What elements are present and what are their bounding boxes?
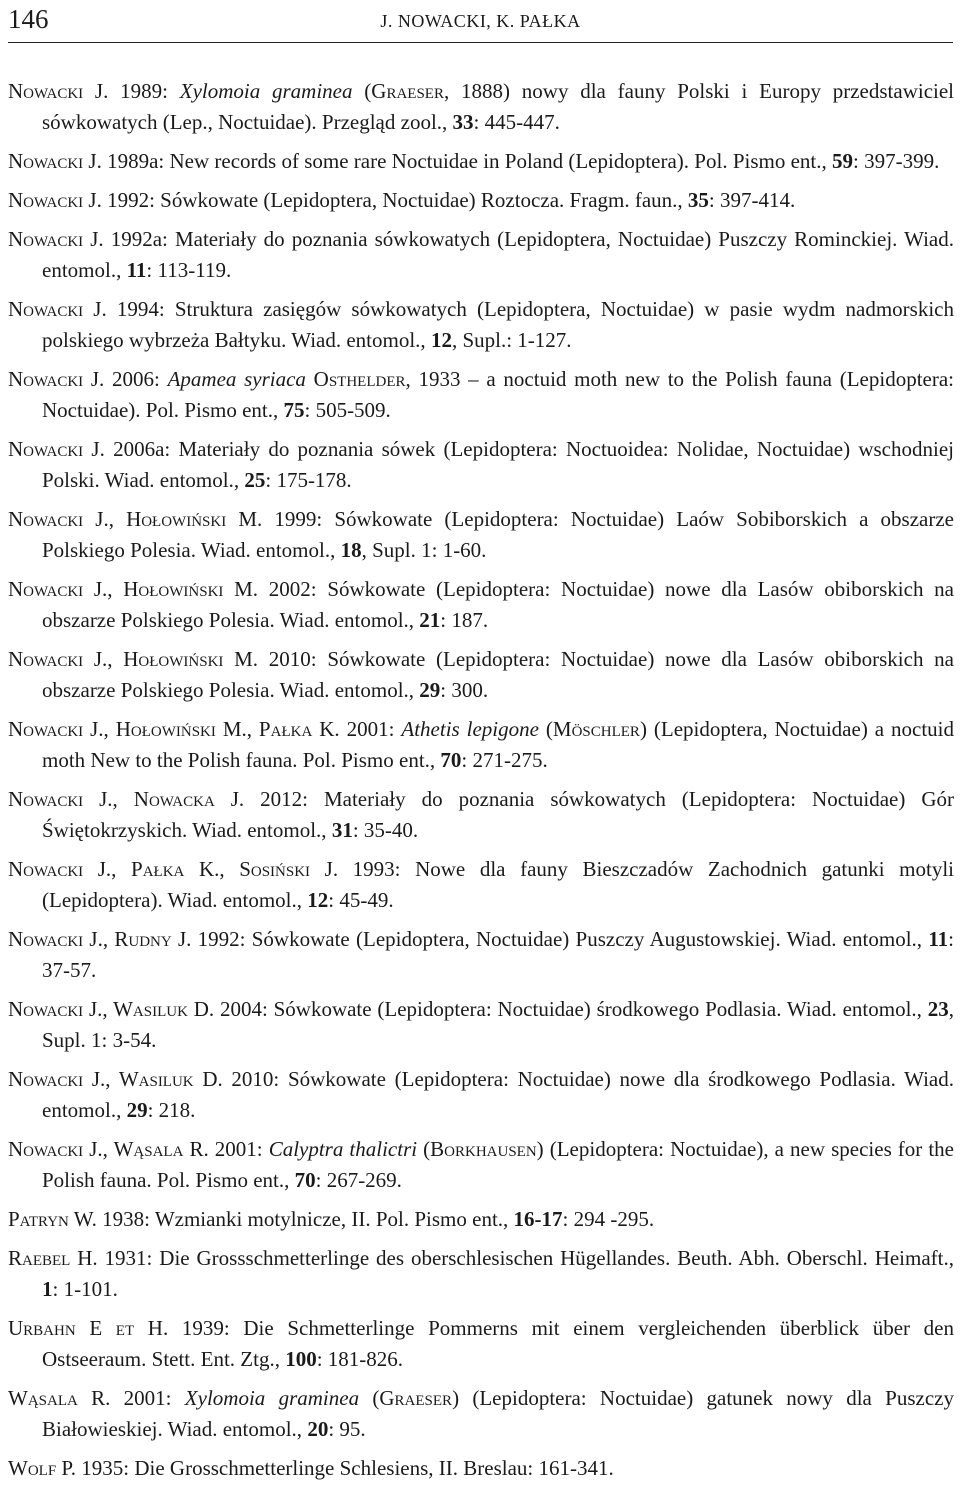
reference-entry: [8, 784, 954, 846]
reference-pages: : 1-101.: [52, 1277, 118, 1301]
reference-volume: 75: [283, 398, 305, 422]
reference-text: 2006a: Materiały do poznania sówek (Lepidoptera: Noctuoidea: Nolidae, Noctuidae) wschodniej Polski. Wiad. entomol.,: [42, 437, 954, 492]
reference-volume: 16-17: [513, 1207, 563, 1231]
reference-pages: : 267-269.: [315, 1168, 402, 1192]
reference-authors: Nowacki J.: [8, 227, 104, 251]
reference-pages: : 45-49.: [328, 888, 394, 912]
taxon-author: Borkhausen: [430, 1137, 537, 1161]
reference-entry: [8, 644, 954, 706]
reference-volume: 11: [126, 258, 147, 282]
reference-entry: [8, 1313, 954, 1375]
reference-entry: [8, 714, 954, 776]
reference-text: 1935: Die Grosschmetterlinge Schlesiens, II. Breslau: 161-341.: [76, 1456, 614, 1480]
reference-volume: 1: [42, 1277, 53, 1301]
reference-text: [306, 367, 314, 391]
reference-entry: [8, 224, 954, 286]
reference-text: (: [359, 1386, 380, 1410]
reference-text: (: [352, 79, 372, 103]
reference-volume: 100: [285, 1347, 317, 1371]
reference-volume: 29: [419, 678, 441, 702]
reference-pages: , Supl. 1: 1-60.: [361, 538, 487, 562]
reference-entry: [8, 364, 954, 426]
reference-text: , 1933 – a noctuid moth new to the Polish fauna (Lepidoptera: Noctuidae). Pol. Pismo ent.,: [42, 367, 954, 422]
reference-authors: Nowacki J.: [8, 367, 105, 391]
reference-text: 1938: Wzmianki motylnicze, II. Pol. Pismo ent.,: [96, 1207, 514, 1231]
reference-volume: 18: [340, 538, 362, 562]
reference-text: 2001:: [110, 1386, 185, 1410]
reference-text: 2010: Sówkowate (Lepidoptera: Noctuidae) nowe dla środkowego Podlasia. Wiad. entomol.,: [42, 1067, 955, 1122]
reference-text: 2001:: [339, 717, 402, 741]
reference-authors: Nowacki J., Wasiluk D.: [8, 997, 215, 1021]
reference-pages: : 445-447.: [473, 110, 560, 134]
reference-authors: Nowacki J., Hołowiński M.: [8, 577, 259, 601]
reference-pages: : 187.: [440, 608, 489, 632]
reference-text: 1989:: [108, 79, 180, 103]
reference-volume: 12: [430, 328, 452, 352]
reference-authors: Nowacki J., Rudny J.: [8, 927, 192, 951]
reference-entry: [8, 1453, 954, 1484]
reference-authors: Nowacki J.: [8, 79, 109, 103]
reference-authors: Nowacki J., Wasiluk D.: [8, 1067, 223, 1091]
reference-text: (: [538, 717, 553, 741]
reference-authors: Nowacki J.: [8, 188, 102, 212]
reference-text: ) (Lepidoptera: Noctuidae), a new species for the Polish fauna. Pol. Pismo ent.,: [42, 1137, 955, 1192]
reference-authors: Nowacki J., Hołowiński M.: [8, 647, 259, 671]
reference-entry: [8, 574, 954, 636]
page-header: [8, 4, 953, 38]
reference-pages: : 35-40.: [352, 818, 419, 842]
reference-authors: Raebel H.: [8, 1246, 98, 1270]
reference-pages: : 113-119.: [146, 258, 232, 282]
reference-text: 2001:: [208, 1137, 269, 1161]
reference-volume: 70: [294, 1168, 316, 1192]
species-name: Xylomoia graminea: [184, 1386, 360, 1410]
reference-volume: 23: [927, 997, 949, 1021]
reference-authors: Nowacki J.: [8, 437, 105, 461]
reference-entry: [8, 146, 954, 177]
reference-authors: Wąsala R.: [8, 1386, 111, 1410]
reference-entry: [8, 994, 954, 1056]
reference-text: 2010: Sówkowate (Lepidoptera: Noctuidae) nowe dla Lasów obiborskich na obszarze Polskiego Polesia. Wiad. entomol.,: [42, 647, 955, 702]
reference-pages: : 37-57.: [42, 927, 954, 982]
reference-pages: : 218.: [147, 1098, 196, 1122]
reference-pages: , Supl.: 1-127.: [451, 328, 572, 352]
reference-authors: Nowacki J., Pałka K., Sosiński J.: [8, 857, 339, 881]
reference-volume: 33: [452, 110, 474, 134]
reference-authors: Nowacki J., Wąsala R.: [8, 1137, 209, 1161]
reference-text: 1999: Sówkowate (Lepidoptera: Noctuidae) Laów Sobiborskich a obszarze Polskiego Polesia. Wiad. entomol.,: [42, 507, 955, 562]
reference-entry: [8, 1204, 954, 1235]
reference-authors: Urbahn E et H.: [8, 1316, 169, 1340]
reference-authors: Patryn W.: [8, 1207, 97, 1231]
reference-text: 1993: Nowe dla fauny Bieszczadów Zachodnich gatunki motyli (Lepidoptera). Wiad. entomol.,: [42, 857, 954, 912]
reference-text: 1939: Die Schmetterlinge Pommerns mit einem vergleichenden überblick über den Ostseeraum. Stett. Ent. Ztg.,: [42, 1316, 954, 1371]
reference-text: (: [417, 1137, 431, 1161]
reference-volume: 70: [440, 748, 462, 772]
reference-volume: 31: [331, 818, 353, 842]
reference-volume: 29: [126, 1098, 148, 1122]
taxon-author: Möschler: [552, 717, 640, 741]
reference-text: 2004: Sówkowate (Lepidoptera: Noctuidae) środkowego Podlasia. Wiad. entomol.,: [214, 997, 928, 1021]
reference-authors: Nowacki J.: [8, 149, 102, 173]
reference-pages: : 175-178.: [265, 468, 352, 492]
reference-entry: [8, 1134, 954, 1196]
species-name: Apamea syriaca: [167, 367, 306, 391]
reference-pages: : 181-826.: [316, 1347, 404, 1371]
species-name: Xylomoia graminea: [179, 79, 353, 103]
reference-pages: : 397-414.: [708, 188, 796, 212]
reference-entry: [8, 854, 954, 916]
reference-text: 1992: Sówkowate (Lepidoptera, Noctuidae) Puszczy Augustowskiej. Wiad. entomol.,: [191, 927, 929, 951]
header-rule: [8, 42, 953, 43]
reference-pages: : 271-275.: [461, 748, 548, 772]
reference-volume: 35: [687, 188, 709, 212]
reference-text: 1992: Sówkowate (Lepidoptera, Noctuidae) Roztocza. Fragm. faun.,: [101, 188, 688, 212]
reference-entry: [8, 1243, 954, 1305]
reference-volume: 20: [307, 1417, 329, 1441]
reference-volume: 21: [419, 608, 441, 632]
reference-text: 1931: Die Grossschmetterlinge des oberschlesischen Hügellandes. Beuth. Abh. Oberschl. Heimaft.,: [97, 1246, 954, 1270]
reference-text: 2006:: [104, 367, 168, 391]
reference-pages: : 505-509.: [304, 398, 391, 422]
reference-volume: 25: [244, 468, 266, 492]
reference-pages: : 397-399.: [853, 149, 940, 173]
reference-volume: 59: [832, 149, 853, 173]
reference-entry: [8, 924, 954, 986]
reference-authors: Wolf P.: [8, 1456, 77, 1480]
reference-text: 2002: Sówkowate (Lepidoptera: Noctuidae) nowe dla Lasów obiborskich na obszarze Polskiego Polesia. Wiad. entomol.,: [42, 577, 955, 632]
reference-text: ) (Lepidoptera: Noctuidae) gatunek nowy dla Puszczy Białowieskiej. Wiad. entomol.,: [42, 1386, 954, 1441]
reference-text: 2012: Materiały do poznania sówkowatych (Lepidoptera: Noctuidae) Gór Świętokrzyskich. Wiad. entomol.,: [42, 787, 954, 842]
taxon-author: Graeser: [379, 1386, 453, 1410]
reference-entry: [8, 434, 954, 496]
reference-pages: , Supl. 1: 3-54.: [42, 997, 954, 1052]
taxon-author: Graeser: [371, 79, 444, 103]
reference-text: 1992a: Materiały do poznania sówkowatych (Lepidoptera, Noctuidae) Puszczy Rominckiej. Wiad. entomol.,: [42, 227, 954, 282]
reference-authors: Nowacki J.: [8, 297, 107, 321]
reference-text: , 1888) nowy dla fauny Polski i Europy przedstawiciel sówkowatych (Lep., Noctuidae). Przegląd zool.,: [42, 79, 955, 134]
reference-list: [8, 76, 954, 1492]
reference-authors: Nowacki J., Hołowiński M., Pałka K.: [8, 717, 340, 741]
reference-volume: 11: [928, 927, 949, 951]
reference-authors: Nowacki J., Hołowiński M.: [8, 507, 263, 531]
reference-entry: [8, 1064, 954, 1126]
species-name: Athetis lepigone: [401, 717, 539, 741]
reference-entry: [8, 185, 954, 216]
reference-authors: Nowacki J., Nowacka J.: [8, 787, 245, 811]
reference-volume: 12: [307, 888, 329, 912]
reference-entry: [8, 294, 954, 356]
running-head: J. NOWACKI, K. PAŁKA: [380, 11, 581, 31]
species-name: Calyptra thalictri: [268, 1137, 418, 1161]
page-number: 146: [8, 4, 49, 34]
taxon-author: Osthelder: [313, 367, 406, 391]
reference-pages: : 95.: [328, 1417, 366, 1441]
reference-text: ) (Lepidoptera, Noctuidae) a noctuid moth New to the Polish fauna. Pol. Pismo ent.,: [42, 717, 955, 772]
reference-entry: [8, 76, 954, 138]
reference-entry: [8, 504, 954, 566]
reference-entry: [8, 1383, 954, 1445]
reference-text: 1989a: New records of some rare Noctuidae in Poland (Lepidoptera). Pol. Pismo ent.,: [101, 149, 832, 173]
reference-pages: : 300.: [440, 678, 489, 702]
reference-text: 1994: Struktura zasięgów sówkowatych (Lepidoptera, Noctuidae) w pasie wydm nadmorskich polskiego wybrzeża Bałtyku. Wiad. entomol.,: [42, 297, 954, 352]
reference-pages: : 294 -295.: [562, 1207, 655, 1231]
